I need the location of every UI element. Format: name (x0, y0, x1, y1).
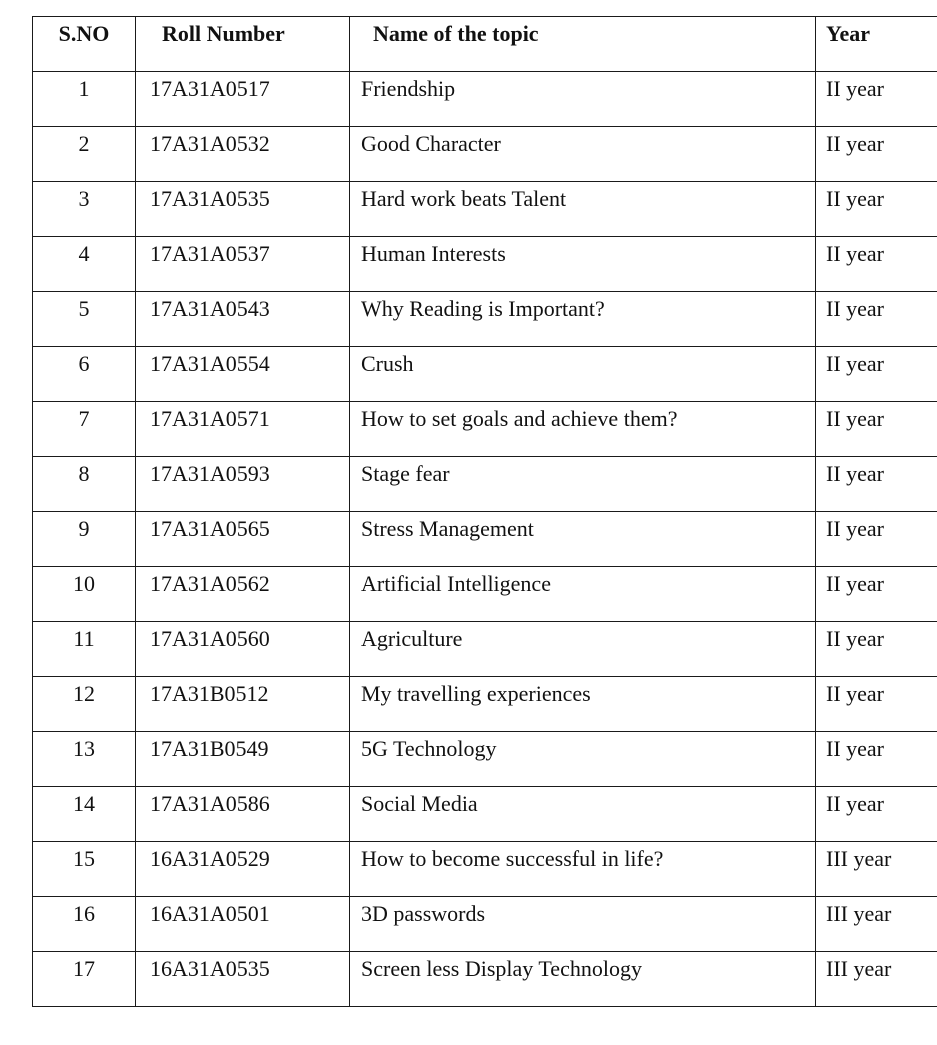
cell-topic-name: Good Character (350, 127, 816, 182)
cell-topic-name: My travelling experiences (350, 677, 816, 732)
table-header (33, 17, 937, 72)
cell-topic-name: 3D passwords (350, 897, 816, 952)
table-row (33, 512, 937, 567)
cell-roll-number: 17A31A0517 (136, 72, 350, 127)
cell-sno: 13 (33, 732, 136, 787)
cell-year: II year (816, 347, 937, 402)
cell-year: II year (816, 787, 937, 842)
cell-sno: 16 (33, 897, 136, 952)
cell-sno: 9 (33, 512, 136, 567)
topics-table (32, 16, 937, 1007)
cell-sno: 5 (33, 292, 136, 347)
table-row (33, 897, 937, 952)
cell-year: II year (816, 732, 937, 787)
cell-topic-name: Stage fear (350, 457, 816, 512)
cell-roll-number: 17A31A0537 (136, 237, 350, 292)
cell-year: II year (816, 72, 937, 127)
table-row (33, 182, 937, 237)
cell-sno: 17 (33, 952, 136, 1007)
cell-sno: 11 (33, 622, 136, 677)
cell-topic-name: Friendship (350, 72, 816, 127)
header-sno: S.NO (33, 17, 136, 72)
cell-year: III year (816, 842, 937, 897)
cell-roll-number: 16A31A0535 (136, 952, 350, 1007)
cell-roll-number: 17A31A0562 (136, 567, 350, 622)
cell-sno: 14 (33, 787, 136, 842)
cell-roll-number: 16A31A0501 (136, 897, 350, 952)
cell-roll-number: 17A31A0571 (136, 402, 350, 457)
cell-roll-number: 17A31A0532 (136, 127, 350, 182)
cell-sno: 1 (33, 72, 136, 127)
cell-topic-name: Stress Management (350, 512, 816, 567)
cell-roll-number: 17A31A0554 (136, 347, 350, 402)
cell-topic-name: Why Reading is Important? (350, 292, 816, 347)
cell-year: II year (816, 457, 937, 512)
table-row (33, 237, 937, 292)
cell-roll-number: 17A31A0560 (136, 622, 350, 677)
cell-sno: 4 (33, 237, 136, 292)
cell-topic-name: Artificial Intelligence (350, 567, 816, 622)
cell-year: II year (816, 127, 937, 182)
cell-year: II year (816, 512, 937, 567)
cell-roll-number: 16A31A0529 (136, 842, 350, 897)
cell-roll-number: 17A31A0593 (136, 457, 350, 512)
cell-year: II year (816, 677, 937, 732)
cell-year: II year (816, 402, 937, 457)
cell-topic-name: Hard work beats Talent (350, 182, 816, 237)
cell-topic-name: Crush (350, 347, 816, 402)
cell-roll-number: 17A31B0549 (136, 732, 350, 787)
header-roll-number: Roll Number (136, 17, 350, 72)
header-row (33, 17, 937, 72)
table-row (33, 457, 937, 512)
table-row (33, 347, 937, 402)
cell-roll-number: 17A31A0543 (136, 292, 350, 347)
cell-topic-name: Screen less Display Technology (350, 952, 816, 1007)
header-topic-name: Name of the topic (350, 17, 816, 72)
cell-topic-name: Agriculture (350, 622, 816, 677)
cell-topic-name: How to become successful in life? (350, 842, 816, 897)
cell-roll-number: 17A31A0535 (136, 182, 350, 237)
cell-year: II year (816, 292, 937, 347)
cell-sno: 12 (33, 677, 136, 732)
table-row (33, 127, 937, 182)
cell-roll-number: 17A31B0512 (136, 677, 350, 732)
cell-topic-name: Social Media (350, 787, 816, 842)
table-row (33, 402, 937, 457)
cell-topic-name: How to set goals and achieve them? (350, 402, 816, 457)
table-row (33, 732, 937, 787)
table-row (33, 842, 937, 897)
cell-sno: 7 (33, 402, 136, 457)
table-row (33, 952, 937, 1007)
cell-sno: 2 (33, 127, 136, 182)
cell-sno: 10 (33, 567, 136, 622)
cell-sno: 15 (33, 842, 136, 897)
table-row (33, 677, 937, 732)
table-row (33, 292, 937, 347)
cell-roll-number: 17A31A0565 (136, 512, 350, 567)
cell-topic-name: Human Interests (350, 237, 816, 292)
cell-year: II year (816, 622, 937, 677)
cell-year: III year (816, 952, 937, 1007)
table-row (33, 787, 937, 842)
cell-year: II year (816, 237, 937, 292)
table-body (33, 72, 937, 1007)
table-row (33, 622, 937, 677)
cell-sno: 8 (33, 457, 136, 512)
table-row (33, 72, 937, 127)
cell-year: III year (816, 897, 937, 952)
cell-year: II year (816, 567, 937, 622)
cell-year: II year (816, 182, 937, 237)
cell-topic-name: 5G Technology (350, 732, 816, 787)
cell-sno: 3 (33, 182, 136, 237)
header-year: Year (816, 17, 937, 72)
table-row (33, 567, 937, 622)
cell-roll-number: 17A31A0586 (136, 787, 350, 842)
cell-sno: 6 (33, 347, 136, 402)
